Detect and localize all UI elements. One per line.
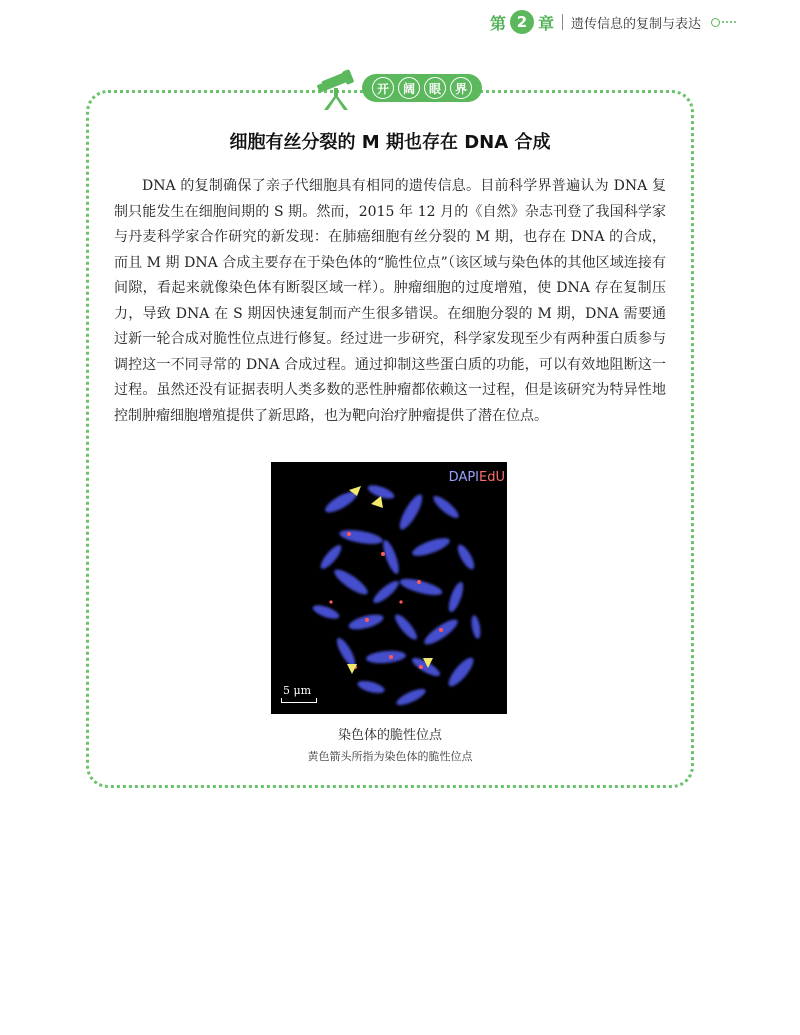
chapter-header xyxy=(490,6,736,38)
article-paragraph: DNA 的复制确保了亲子代细胞具有相同的遗传信息。目前科学界普遍认为 DNA 复制只能发生在细胞间期的 S 期。然而，2015 年 12 月的《自然》杂志刊登了我国科学家与丹麦科学家合作研究的新发现：在肺癌细胞有丝分裂的 M 期，也存在 DNA 的合成，而且 M 期 DNA 合成主要存在于染色体的“脆性位点”（该区域与染色体的其他区域连接有间隙，看起来就像染色体有断裂区域一样）。肿瘤细胞的过度增殖，使 DNA 存在复制压力，导致 DNA 在 S 期因快速复制而产生很多错误。在细胞分裂的 M 期，DNA 需要通过新一轮合成对脆性位点进行修复。经过进一步研究，科学家发现至少有两种蛋白质参与调控这一不同寻常的 DNA 合成过程。通过抑制这些蛋白质的功能，可以有效地阻断这一过程。虽然还没有证据表明人类多数的恶性肿瘤都依赖这一过程，但是该研究为特异性地控制肿瘤细胞增殖提供了新思路，也为靶向治疗肿瘤提供了潜在位点。 xyxy=(114,178,666,424)
section-badge xyxy=(314,66,482,110)
chromosome-micrograph xyxy=(271,462,507,714)
badge-char: 界 xyxy=(450,77,472,99)
chapter-prefix: 第 xyxy=(489,13,506,33)
badge-pill xyxy=(362,74,482,102)
article-title: 细胞有丝分裂的 M 期也存在 DNA 合成 xyxy=(229,132,551,153)
article-body xyxy=(114,174,666,429)
stain-label xyxy=(449,470,505,485)
chapter-suffix: 章 xyxy=(537,13,554,33)
fragile-site-arrow xyxy=(371,496,383,508)
badge-char: 开 xyxy=(372,77,394,99)
figure-subcaption: 黄色箭头所指为染色体的脆性位点 xyxy=(307,750,473,763)
telescope-icon xyxy=(314,66,358,110)
header-divider xyxy=(562,14,563,30)
chapter-number-badge: 2 xyxy=(510,10,534,34)
badge-char: 眼 xyxy=(424,77,446,99)
scale-bar-label: 5 μm xyxy=(283,684,312,697)
badge-char: 阔 xyxy=(398,77,420,99)
edu-label: EdU xyxy=(479,470,505,485)
chapter-title: 遗传信息的复制与表达 xyxy=(570,16,701,32)
figure-caption: 染色体的脆性位点 xyxy=(337,728,442,743)
micrograph-image xyxy=(271,462,507,714)
fragile-site-arrow xyxy=(347,664,357,674)
scale-bar xyxy=(281,698,317,703)
dapi-label: DAPI xyxy=(448,470,480,485)
header-dots-decoration xyxy=(711,18,736,27)
